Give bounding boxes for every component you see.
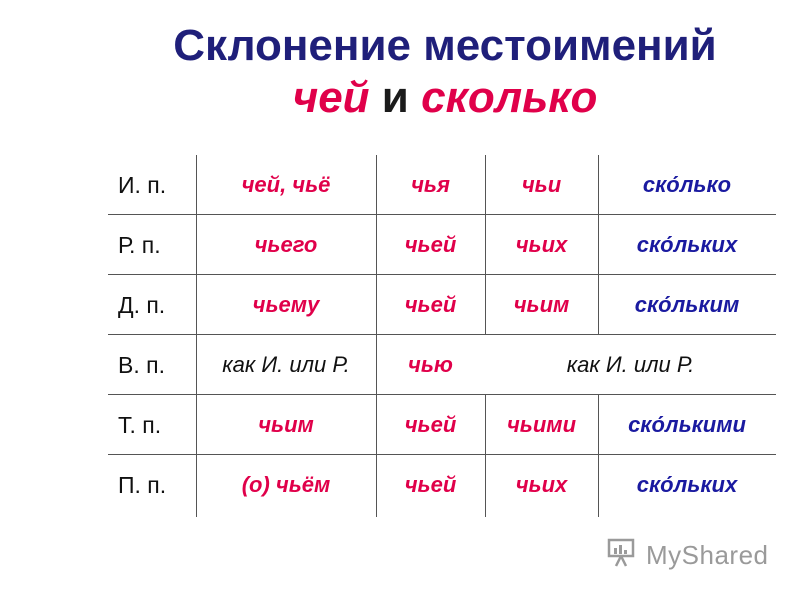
table-cell: чьей xyxy=(404,412,457,437)
table-cell: как И. или Р. xyxy=(222,352,350,377)
watermark-text: MyShared xyxy=(646,540,769,570)
table-cell: чьих xyxy=(515,232,568,257)
table-row xyxy=(108,215,776,275)
case-label: П. п. xyxy=(118,471,167,498)
table-cell: чьи xyxy=(521,172,562,197)
table-cell: чьим xyxy=(513,292,570,317)
table-cell: чьей xyxy=(404,472,457,497)
table-cell: ско́лько xyxy=(642,172,732,197)
table-cell: чьими xyxy=(506,412,577,437)
case-label: Д. п. xyxy=(118,291,166,318)
page-title xyxy=(0,20,800,124)
title-conjunction: и xyxy=(381,73,409,122)
table-cell: ско́лькими xyxy=(628,412,746,437)
title-line-2 xyxy=(0,72,800,124)
title-word-skolko: сколько xyxy=(421,73,598,122)
table-cell-merged: как И. или Р. xyxy=(485,335,776,395)
table-cell: чью xyxy=(408,352,453,377)
table-cell: чьих xyxy=(515,472,568,497)
table-cell: ско́льких xyxy=(636,232,738,257)
myshared-watermark xyxy=(606,536,769,575)
declension-table xyxy=(108,155,776,517)
table-cell: чьей xyxy=(404,232,457,257)
table-cell: ско́льких xyxy=(636,472,738,497)
table-cell: чьему xyxy=(252,292,320,317)
table-row xyxy=(108,395,776,455)
table-cell: ско́льким xyxy=(634,292,740,317)
case-label: Т. п. xyxy=(118,411,162,438)
table-cell: чьей xyxy=(404,292,457,317)
table-row xyxy=(108,455,776,515)
table-cell: чья xyxy=(411,172,450,197)
table-cell: (о) чьём xyxy=(241,472,331,497)
presentation-board-icon xyxy=(606,536,640,575)
title-word-chei: чей xyxy=(292,73,370,122)
case-label: И. п. xyxy=(118,171,167,198)
table-row xyxy=(108,275,776,335)
table-cell: чьего xyxy=(254,232,318,257)
table-row xyxy=(108,335,776,395)
table-cell: чей, чьё xyxy=(241,172,331,197)
table-cell: чьим xyxy=(258,412,314,437)
title-line-1: Склонение местоимений xyxy=(173,21,717,70)
case-label: Р. п. xyxy=(118,231,161,258)
case-label: В. п. xyxy=(118,351,165,378)
table-row xyxy=(108,155,776,215)
